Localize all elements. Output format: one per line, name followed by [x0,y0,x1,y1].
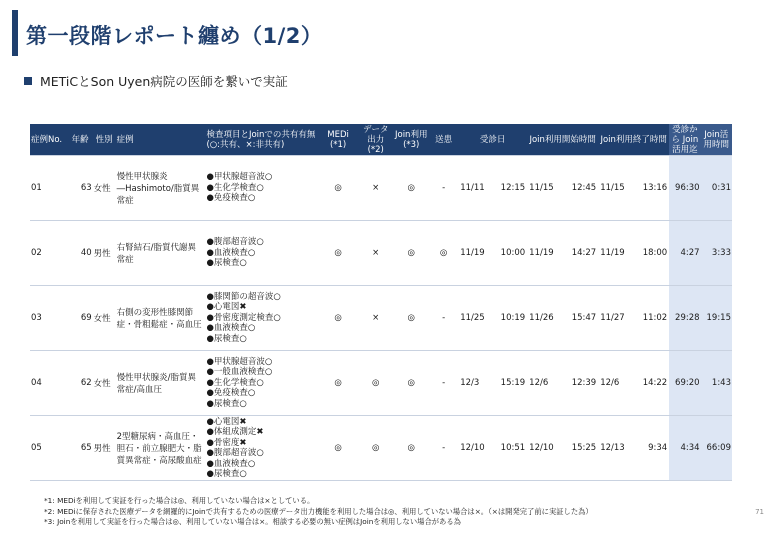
cell-join-start [527,286,598,351]
cell-test-items [205,286,318,351]
footnotes [44,496,593,528]
cell-transfer: - [429,156,458,221]
table-row [30,221,732,286]
test-item: ●血液検査○ [206,323,256,334]
cell-age: 63 [68,156,93,221]
cell-sex: 男性 [93,416,116,481]
cell-join-start [527,416,598,481]
cell-case-no: 04 [30,351,68,416]
test-item: ●尿検査○ [206,333,247,344]
cell-join-end-date: 11/19 [600,248,625,258]
cell-visit-date [458,286,527,351]
table-row [30,156,732,221]
cell-join-end [598,156,669,221]
cell-join-use: ◎ [393,221,429,286]
cell-join-end-time: 13:16 [642,183,668,193]
col-header-to-join: 受診から Join 活用迄 [669,124,700,156]
cell-visit-date-time: 10:51 [500,443,526,453]
cell-to-join: 96:30 [669,156,700,221]
cell-join-time: 3:33 [701,221,732,286]
test-item: ●腹部超音波○ [206,237,264,248]
cell-visit-date-time: 12:15 [500,183,526,193]
cell-visit-date-time: 10:19 [500,313,526,323]
cell-case-no: 02 [30,221,68,286]
cell-sex: 女性 [93,286,116,351]
cell-test-items [205,416,318,481]
test-item: ●尿検査○ [206,258,247,269]
cell-medi: ◎ [318,416,358,481]
test-item: ●心電図✖ [206,302,247,313]
cell-visit-date-time: 10:00 [500,248,526,258]
cell-medi: ◎ [318,286,358,351]
cell-data-output: ◎ [358,351,394,416]
cell-to-join: 69:20 [669,351,700,416]
cell-join-start-date: 12/10 [529,443,554,453]
cell-sex: 男性 [93,221,116,286]
cell-join-end-time: 18:00 [642,248,668,258]
cell-sex: 女性 [93,156,116,221]
cell-join-end-time: 14:22 [642,378,668,388]
cell-case: 2型糖尿病・高血圧・胆石・前立腺肥大・脂質異常症・高尿酸血症 [116,416,206,481]
cell-data-output: × [358,156,394,221]
test-item: ●血液検査○ [206,247,256,258]
cell-join-start-time: 15:47 [571,313,597,323]
cell-visit-date-time: 15:19 [500,378,526,388]
cell-join-start [527,351,598,416]
report-table [30,124,732,481]
test-item: ●心電図✖ [206,416,247,427]
cell-join-start-time: 15:25 [571,443,597,453]
col-header-age: 年齢 [68,124,93,156]
table-row [30,416,732,481]
cell-data-output: × [358,286,394,351]
cell-visit-date [458,351,527,416]
col-header-case: 症例 [116,124,206,156]
cell-join-end [598,416,669,481]
cell-to-join: 29:28 [669,286,700,351]
test-item: ●骨密度✖ [206,437,247,448]
cell-visit-date-date: 12/10 [460,443,485,453]
cell-join-start-time: 12:39 [571,378,597,388]
footnote-3: *3: Joinを利用して実証を行った場合は◎、利用していない場合は×。相談する必要の無い症例はJoinを利用しない場合がある為 [44,517,461,526]
cell-join-end-date: 12/13 [600,443,625,453]
cell-join-use: ◎ [393,416,429,481]
cell-transfer: - [429,286,458,351]
cell-join-time: 19:15 [701,286,732,351]
cell-visit-date [458,156,527,221]
cell-join-start-time: 12:45 [571,183,597,193]
cell-data-output: ◎ [358,416,394,481]
cell-case-no: 01 [30,156,68,221]
col-header-items: 検査項目とJoinでの共有有無(○:共有、×:非共有) [205,124,318,156]
cell-medi: ◎ [318,351,358,416]
cell-join-end [598,351,669,416]
cell-join-end [598,221,669,286]
col-header-join-start: Join利用開始時間 [527,124,598,156]
cell-join-use: ◎ [393,156,429,221]
cell-visit-date [458,221,527,286]
cell-medi: ◎ [318,156,358,221]
col-header-no: 症例No. [30,124,68,156]
test-item: ●尿検査○ [206,469,247,479]
cell-join-start-date: 12/6 [529,378,549,388]
col-header-transfer: 送患 [429,124,458,156]
cell-join-end-time: 11:02 [642,313,668,323]
cell-visit-date-date: 12/3 [460,378,480,388]
col-header-sex: 性別 [93,124,116,156]
cell-join-end-date: 11/15 [600,183,625,193]
cell-case: 慢性甲状腺炎―Hashimoto/脂質異常症 [116,156,206,221]
test-item: ●尿検査○ [206,398,247,409]
test-item: ●骨密度測定検査○ [206,312,281,323]
cell-case-no: 05 [30,416,68,481]
cell-join-start-date: 11/19 [529,248,554,258]
col-header-join-use: Join利用(*3) [393,124,429,156]
col-header-join-time: Join活用時間 [701,124,732,156]
footnote-2: *2: MEDiに保存された医療データを網羅的にJoinで共有するための医療データ出力機能を利用した場合は◎、利用していない場合は×。（×は開発完了前に実証した為） [44,506,593,516]
cell-age: 69 [68,286,93,351]
cell-visit-date-date: 11/25 [460,313,485,323]
cell-age: 62 [68,351,93,416]
test-item: ●甲状腺超音波○ [206,172,273,183]
cell-join-end-date: 11/27 [600,313,625,323]
test-item: ●甲状腺超音波○ [206,356,273,367]
cell-sex: 女性 [93,351,116,416]
cell-join-use: ◎ [393,351,429,416]
cell-case: 慢性甲状腺炎/脂質異常症/高血圧 [116,351,206,416]
test-item: ●免疫検査○ [206,193,256,204]
test-item: ●免疫検査○ [206,388,256,399]
cell-case: 右側の変形性膝関節症・骨粗鬆症・高血圧 [116,286,206,351]
cell-join-start-date: 11/26 [529,313,554,323]
cell-case: 右腎結石/脂質代謝異常症 [116,221,206,286]
cell-join-end [598,286,669,351]
subtitle [24,72,288,90]
subtitle-text: METiCとSon Uyen病院の医師を繋いで実証 [40,74,288,89]
cell-join-start-date: 11/15 [529,183,554,193]
cell-transfer: - [429,416,458,481]
page-number: 71 [755,508,764,516]
test-item: ●膝関節の超音波○ [206,291,281,302]
cell-medi: ◎ [318,221,358,286]
cell-join-end-time: 9:34 [648,443,668,453]
cell-test-items [205,156,318,221]
cell-transfer: - [429,351,458,416]
table-row [30,286,732,351]
cell-transfer: ◎ [429,221,458,286]
title-accent-bar [12,10,18,56]
cell-to-join: 4:34 [669,416,700,481]
cell-data-output: × [358,221,394,286]
footnote-1: *1: MEDiを利用して実証を行った場合は◎、利用していない場合は×としている。 [44,496,315,505]
cell-visit-date [458,416,527,481]
cell-join-start [527,221,598,286]
cell-join-start-time: 14:27 [571,248,597,258]
test-item: ●血液検査○ [206,458,256,469]
cell-visit-date-date: 11/19 [460,248,485,258]
page-title: 第一段階レポート纏め（1/2） [26,24,323,48]
cell-test-items [205,221,318,286]
col-header-medi: MEDi (*1) [318,124,358,156]
cell-test-items [205,351,318,416]
table-header-row [30,124,732,156]
cell-join-time: 66:09 [701,416,732,481]
cell-age: 40 [68,221,93,286]
cell-to-join: 4:27 [669,221,700,286]
col-header-join-end: Join利用終了時間 [598,124,669,156]
cell-join-end-date: 12/6 [600,378,620,388]
test-item: ●生化学検査○ [206,377,264,388]
bullet-square-icon [24,77,32,85]
cell-join-use: ◎ [393,286,429,351]
test-item: ●腹部超音波○ [206,448,264,458]
cell-age: 65 [68,416,93,481]
test-item: ●一般血液検査○ [206,367,273,378]
col-header-data-output: データ出力 (*2) [358,124,394,156]
cell-join-time: 0:31 [701,156,732,221]
test-item: ●体組成測定✖ [206,427,264,437]
cell-join-time: 1:43 [701,351,732,416]
test-item: ●生化学検査○ [206,182,264,193]
cell-join-start [527,156,598,221]
col-header-visit-date: 受診日 [458,124,527,156]
table-row [30,351,732,416]
cell-visit-date-date: 11/11 [460,183,485,193]
cell-case-no: 03 [30,286,68,351]
